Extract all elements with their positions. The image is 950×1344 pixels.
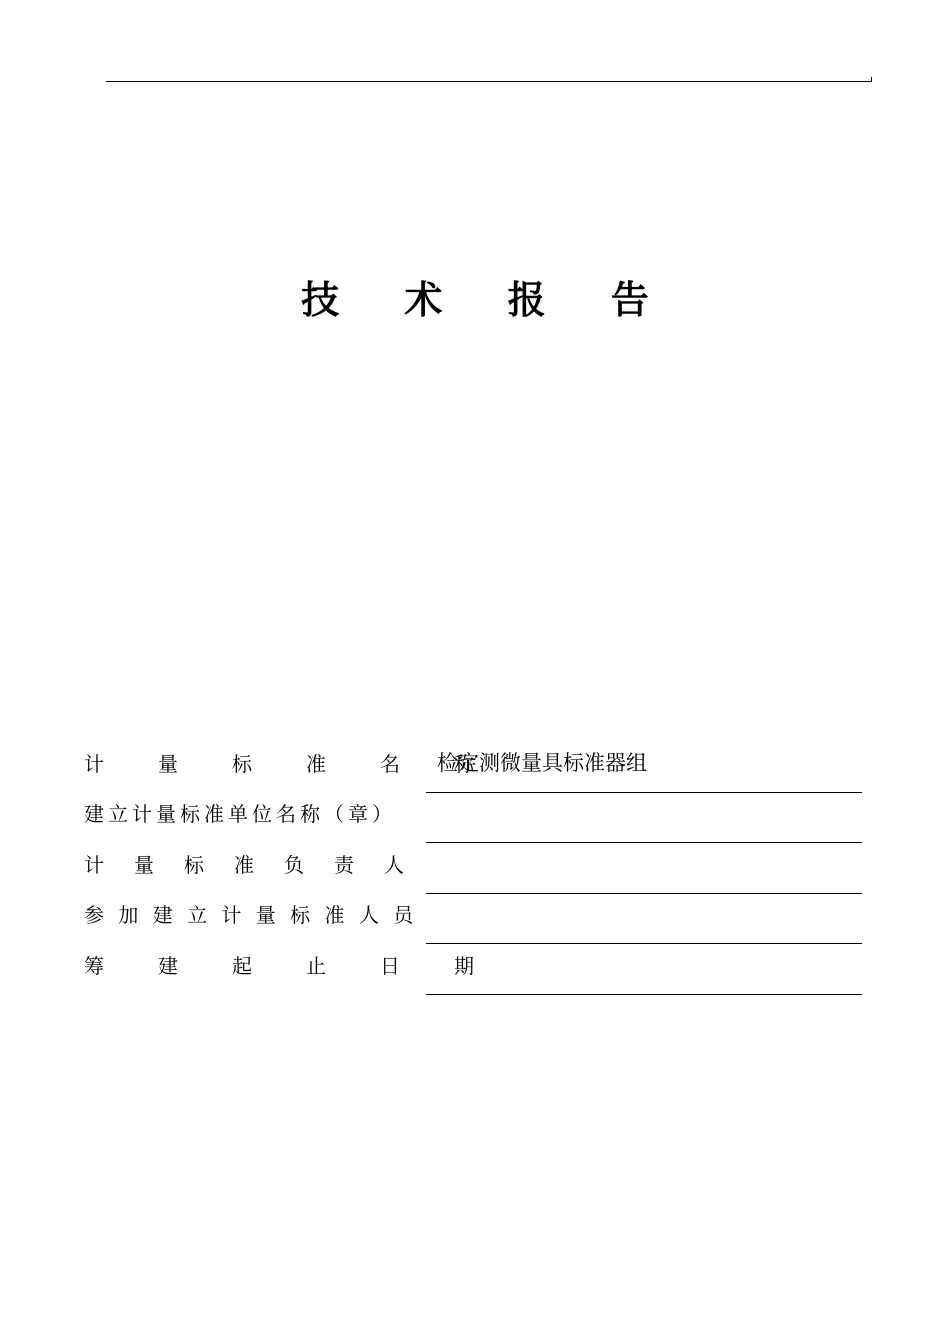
field-line-organization bbox=[426, 842, 862, 843]
field-label-organization: 建立计量标准单位名称（章） bbox=[84, 802, 396, 826]
field-line-standard-name bbox=[426, 792, 862, 793]
document-title: 技 术 报 告 bbox=[301, 278, 675, 322]
field-label-participants: 参 加 建 立 计 量 标 准 人 员 bbox=[84, 903, 418, 927]
header-rule bbox=[106, 81, 872, 82]
field-label-date-range: 筹 建 起 止 日 期 bbox=[84, 954, 491, 978]
header-rule-tick bbox=[871, 77, 872, 82]
field-label-responsible-person: 计 量 标 准 负 责 人 bbox=[84, 853, 409, 877]
field-value-standard-name: 检定测微量具标准器组 bbox=[437, 751, 647, 775]
field-line-date-range bbox=[426, 994, 862, 995]
field-line-participants bbox=[426, 943, 862, 944]
field-line-responsible-person bbox=[426, 893, 862, 894]
field-label-standard-name: 计 量 标 准 名 称 bbox=[84, 752, 491, 776]
